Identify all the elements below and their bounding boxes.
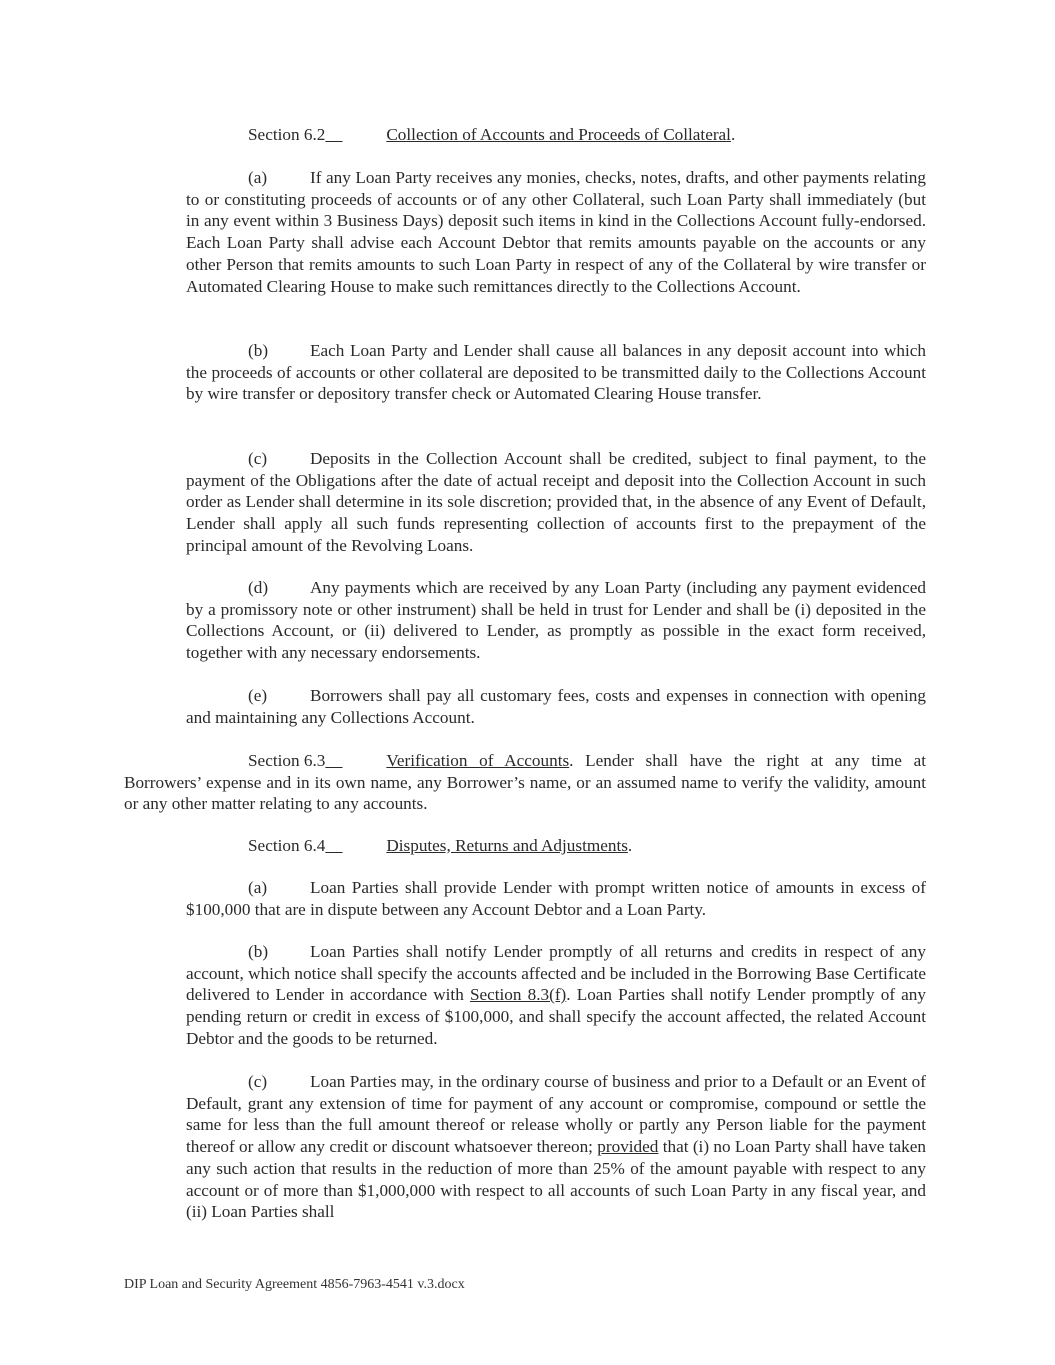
- paragraph-label: (a): [248, 878, 268, 897]
- section-title: Collection of Accounts and Proceeds of Collateral: [386, 125, 731, 144]
- section-reference: Section 8.3(f): [469, 985, 567, 1005]
- paragraph-text: . Loan Parties shall notify Lender promptly of any pending return or credit in excess of $100,000, and shall specify the account affected, the related Account Debtor and the goods to be returned.: [186, 985, 926, 1048]
- paragraph-text: Any payments which are received by any Loan Party (including any payment evidenced by a promissory note or other instrument) shall be held in trust for Lender and shall be (i) deposited in the Collections Account, or (ii) delivered to Lender, as promptly as possible in the exact form received, together with any necessary endorsements.: [186, 578, 926, 663]
- document-page: Section 6.2 Collection of Accounts and Proceeds of Collateral. (a) If any Loan Party receives any monies, checks, notes, drafts, and other payments relating to or constituting proceeds of accounts or of any other Collateral, such Loan Party shall immediately (but in any event within 3 Business Days) deposit such items in kind in the Collections Account fully-endorsed. Each Loan Party shall advise each Account Debtor that remits amounts payable on the accounts or any other Person that remits amounts to such Loan Party in respect of any of the Collateral by wire transfer or Automated Clearing House to make such remittances directly to the Collections Account. (b) Each Loan Party and Lender shall cause all balances in any deposit account into which the proceeds of accounts or other collateral are deposited to be transmitted daily to the Collections Account by wire transfer or depository transfer check or Automated Clearing House transfer. (c) Deposits in the Collection Account shall be credited, subject to final payment, to the payment of the Obligations after the date of actual receipt and deposit into the Collection Account in such order as Lender shall determine in its sole discretion; provided that, in the absence of any Event of Default, Lender shall apply all such funds representing collection of accounts first to the prepayment of the principal amount of the Revolving Loans. (d) Any payments which are received by any Loan Party (including any payment evidenced by a promissory note or other instrument) shall be held in trust for Lender and shall be (i) deposited in the Collections Account, or (ii) delivered to Lender, as promptly as possible in the exact form received, together with any necessary endorsements. (e) Borrowers shall pay all customary fees, costs and expenses in connection with opening and maintaining any Collections Account. Section 6.3 Verification of Accounts. Lender shall have the right at any time at Borrowers’ expense and in its own name, any Borrower’s name, or an assumed name to verify the validity, amount or any other matter relating to any accounts. Section 6.4 Disputes, Returns and Adjustments. (a) Loan Parties shall provide Lender with prompt written notice of amounts in excess of $100,000 that are in dispute between any Account Debtor and a Loan Party. (b) Loan Parties shall notify Lender promptly of all returns and credits in respect of any account, which notice shall specify the accounts affected and be included in the Borrowing Base Certificate delivered to Lender in accordance with Section 8.3(f). Loan Parties shall notify Lender promptly of any pending return or credit in excess of $100,000, and shall specify the account affected, the related Account Debtor and the goods to be returned. (c) Loan Parties may, in the ordinary course of business and prior to a Default or an Event of Default, grant any extension of time for payment of any account or compromise, compound or settle the same for less than the full amount thereof or release wholly or partly any Person liable for the payment thereof or allow any credit or discount whatsoever thereon; provided that (i) no Loan Party shall have taken any such action that results in the reduction of more than 25% of the amount payable with respect to any account or of more than $1,000,000 with respect to all accounts of such Loan Party in any fiscal year, and (ii) Loan Parties shall DIP Loan and Security Agreement 4856-7963-4541 v.3.docx: [124, 125, 926, 1292]
- paragraph-text: Each Loan Party and Lender shall cause all balances in any deposit account into which the proceeds of accounts or other collateral are deposited to be transmitted daily to the Collections Account by wire transfer or depository transfer check or Automated Clearing House transfer.: [186, 341, 926, 404]
- paragraph-label: (c): [248, 449, 268, 468]
- paragraph-text: Deposits in the Collection Account shall be credited, subject to final payment, to the payment of the Obligations after the date of actual receipt and deposit into the Collection Account in such order as Lender shall determine in its sole discretion; provided that, in the absence of any Event of Default, Lender shall apply all such funds representing collection of accounts first to the prepayment of the principal amount of the Revolving Loans.: [186, 449, 926, 555]
- document-footer: DIP Loan and Security Agreement 4856-7963-4541 v.3.docx: [124, 1277, 465, 1292]
- paragraph-label: (b): [248, 341, 269, 360]
- paragraph-label: (e): [248, 686, 268, 705]
- paragraph-text: Loan Parties shall notify Lender promptly of all returns and credits in respect of any account, which notice shall specify the accounts affected and be included in the Borrowing Base Certificate delivered to Lender in accordance with: [186, 942, 926, 1005]
- paragraph-label: (c): [248, 1072, 268, 1091]
- section-number: Section 6.2: [248, 125, 326, 144]
- paragraph-label: (b): [248, 942, 269, 961]
- paragraph-label: (a): [248, 168, 268, 187]
- paragraph-text: Loan Parties may, in the ordinary course of business and prior to a Default or an Event of Default, grant any extension of time for payment of any account or compromise, compound or settle the same for less than the full amount thereof or release wholly or partly any Person liable for the payment thereof or allow any credit or discount whatsoever thereon;: [186, 1072, 926, 1157]
- section-title: Verification of Accounts: [386, 751, 570, 770]
- paragraph-text: Borrowers shall pay all customary fees, costs and expenses in connection with opening and maintaining any Collections Account.: [186, 686, 926, 727]
- paragraph-text: If any Loan Party receives any monies, checks, notes, drafts, and other payments relating to or constituting proceeds of accounts or of any other Collateral, such Loan Party shall immediately (but in any event within 3 Business Days) deposit such items in kind in the Collections Account fully-endorsed. Each Loan Party shall advise each Account Debtor that remits amounts payable on the accounts or any other Person that remits amounts to such Loan Party in respect of any of the Collateral by wire transfer or Automated Clearing House to make such remittances directly to the Collections Account.: [186, 168, 926, 296]
- paragraph-text: that (i) no Loan Party shall have taken any such action that results in the reduction of more than 25% of the amount payable with respect to any account or of more than $1,000,000 with respect to all accounts of such Loan Party in any fiscal year, and (ii) Loan Parties shall: [186, 1137, 926, 1222]
- paragraph-text: Loan Parties shall provide Lender with prompt written notice of amounts in excess of $100,000 that are in dispute between any Account Debtor and a Loan Party.: [186, 878, 926, 919]
- paragraph-label: (d): [248, 578, 269, 597]
- section-text: . Lender shall have the right at any time at Borrowers’ expense and in its own name, any Borrower’s name, or an assumed name to verify the validity, amount or any other matter relating to any accounts.: [124, 751, 926, 814]
- section-title: Disputes, Returns and Adjustments: [386, 836, 628, 855]
- section-number: Section 6.3: [248, 751, 326, 770]
- section-number: Section 6.4: [248, 836, 326, 855]
- provided-term: provided: [597, 1137, 659, 1157]
